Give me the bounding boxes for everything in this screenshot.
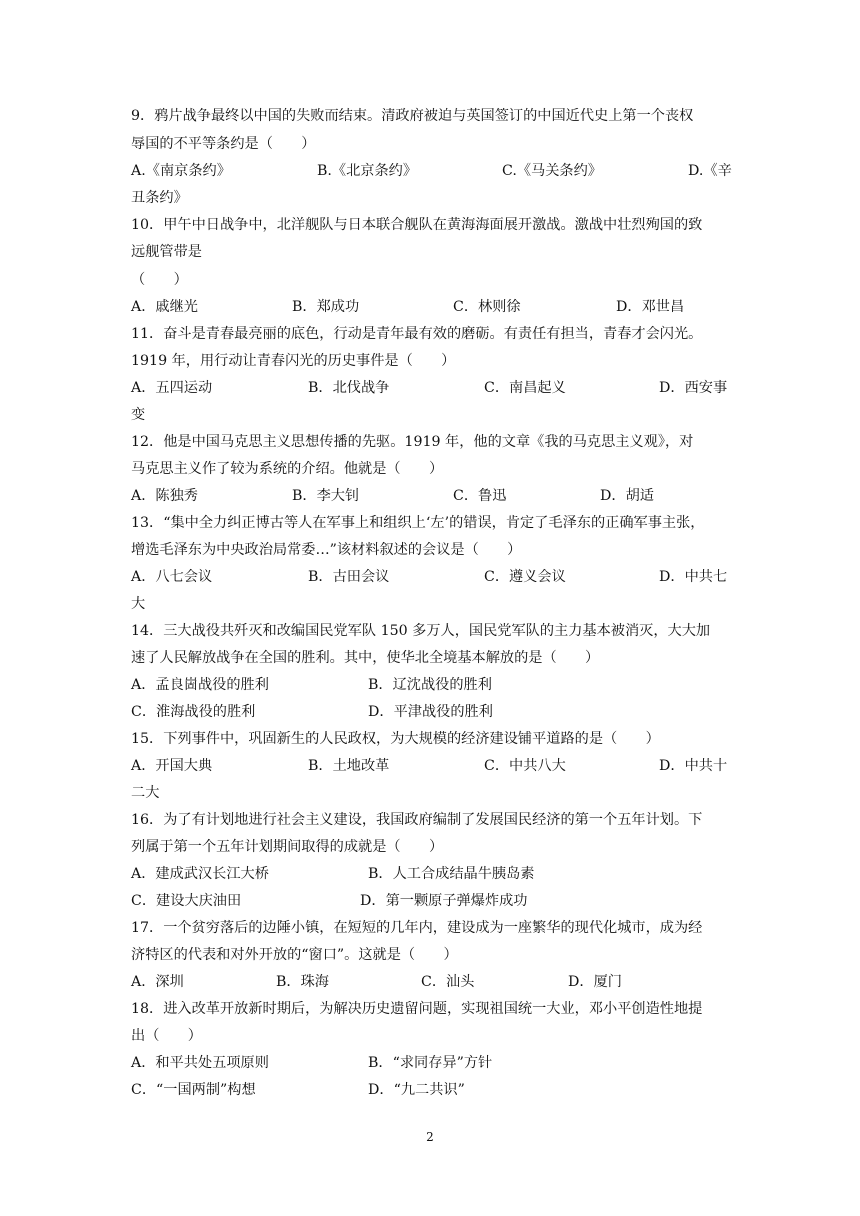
q16-stem-line2: 列属于第一个五年计划期间取得的成就是（ ） <box>131 839 444 855</box>
q12-option-b: B．李大钊 <box>292 488 360 504</box>
q18-stem-line2: 出（ ） <box>131 1028 202 1044</box>
q11-option-d-overflow: 变 <box>131 407 146 423</box>
q11-option-d: D．西安事 <box>659 380 728 396</box>
q11-option-a: A．五四运动 <box>131 380 213 396</box>
q10-option-d: D．邓世昌 <box>616 299 685 315</box>
q14-options-row2 <box>131 702 731 722</box>
q17-option-d: D．厦门 <box>568 974 622 990</box>
q14-option-b: B．辽沈战役的胜利 <box>368 677 492 693</box>
q16-option-c: C．建设大庆油田 <box>131 893 242 909</box>
q10-option-b: B．郑成功 <box>292 299 360 315</box>
q14-option-d: D．平津战役的胜利 <box>368 704 493 720</box>
q12-option-a: A．陈独秀 <box>131 488 198 504</box>
q13-stem-line1: 13．“集中全力纠正博古等人在军事上和组织上‘左’的错误，肯定了毛泽东的正确军事主张， <box>131 515 705 531</box>
q17-stem-line2: 济特区的代表和对外开放的“窗口”。这就是（ ） <box>131 947 458 963</box>
q16-option-b: B．人工合成结晶牛胰岛素 <box>368 866 535 882</box>
q17-option-c: C．汕头 <box>421 974 475 990</box>
q13-option-b: B．古田会议 <box>308 569 390 585</box>
q11-option-b: B．北伐战争 <box>308 380 390 396</box>
q10-stem-line2: 远舰管带是 <box>131 244 202 260</box>
q13-stem-line2: 增选毛泽东为中央政治局常委…”该材料叙述的会议是（ ） <box>131 542 522 558</box>
q14-options-row1 <box>131 675 731 695</box>
q15-option-c: C．中共八大 <box>484 758 566 774</box>
q13-options <box>131 567 731 587</box>
q16-options-row1 <box>131 864 731 884</box>
q11-stem-line2: 1919 年，用行动让青春闪光的历史事件是（ ） <box>131 353 456 369</box>
q10-stem-line3: （ ） <box>131 272 188 288</box>
page-number: 2 <box>426 1130 434 1144</box>
q13-option-a: A．八七会议 <box>131 569 213 585</box>
q16-stem-line1: 16．为了有计划地进行社会主义建设，我国政府编制了发展国民经济的第一个五年计划。下 <box>131 812 703 828</box>
q11-options <box>131 378 731 398</box>
q15-option-a: A．开国大典 <box>131 758 213 774</box>
q16-option-a: A．建成武汉长江大桥 <box>131 866 269 882</box>
q9-option-d-overflow: 丑条约》 <box>131 190 188 206</box>
q18-option-a: A．和平共处五项原则 <box>131 1055 269 1071</box>
q18-options-row2 <box>131 1080 731 1100</box>
q17-options <box>131 972 731 992</box>
q10-stem-line1: 10．甲午中日战争中，北洋舰队与日本联合舰队在黄海海面展开激战。激战中壮烈殉国的致 <box>131 217 703 233</box>
q18-option-c: C．“一国两制”构想 <box>131 1082 256 1098</box>
q18-stem-line1: 18．进入改革开放新时期后，为解决历史遗留问题，实现祖国统一大业，邓小平创造性地提 <box>131 1001 703 1017</box>
q12-stem-line1: 12．他是中国马克思主义思想传播的先驱。1919 年，他的文章《我的马克思主义观》，对 <box>131 434 694 450</box>
q15-stem-line1: 15．下列事件中，巩固新生的人民政权，为大规模的经济建设铺平道路的是（ ） <box>131 731 660 747</box>
q9-option-d: D.《辛 <box>688 163 732 179</box>
q12-option-c: C．鲁迅 <box>453 488 507 504</box>
q11-option-c: C．南昌起义 <box>484 380 566 396</box>
q9-option-a: A.《南京条约》 <box>131 163 231 179</box>
q12-options <box>131 486 731 506</box>
q13-option-d-overflow: 大 <box>131 596 146 612</box>
q14-option-c: C．淮海战役的胜利 <box>131 704 256 720</box>
q15-option-d-overflow: 二大 <box>131 785 160 801</box>
q14-stem-line1: 14．三大战役共歼灭和改编国民党军队 150 多万人，国民党军队的主力基本被消灭，大大加 <box>131 623 711 639</box>
q15-options <box>131 756 731 776</box>
q17-stem-line1: 17．一个贫穷落后的边陲小镇，在短短的几年内，建设成为一座繁华的现代化城市，成为经 <box>131 920 703 936</box>
q16-options-row2 <box>131 891 731 911</box>
q17-option-a: A．深圳 <box>131 974 184 990</box>
q15-option-b: B．土地改革 <box>308 758 390 774</box>
q14-stem-line2: 速了人民解放战争在全国的胜利。其中，使华北全境基本解放的是（ ） <box>131 650 600 666</box>
q13-option-c: C．遵义会议 <box>484 569 566 585</box>
q14-option-a: A．孟良崮战役的胜利 <box>131 677 269 693</box>
q12-stem-line2: 马克思主义作了较为系统的介绍。他就是（ ） <box>131 461 444 477</box>
q16-option-d: D．第一颗原子弹爆炸成功 <box>360 893 528 909</box>
q10-options <box>131 297 731 317</box>
q10-option-c: C．林则徐 <box>453 299 521 315</box>
q13-option-d: D．中共七 <box>659 569 728 585</box>
q10-option-a: A．戚继光 <box>131 299 198 315</box>
q12-option-d: D．胡适 <box>600 488 654 504</box>
q11-stem-line1: 11．奋斗是青春最亮丽的底色，行动是青年最有效的磨砺。有责任有担当，青春才会闪光。 <box>131 326 703 342</box>
q9-option-b: B.《北京条约》 <box>317 163 418 179</box>
q17-option-b: B．珠海 <box>276 974 329 990</box>
q9-stem-line2: 辱国的不平等条约是（ ） <box>131 136 316 152</box>
q15-option-d: D．中共十 <box>659 758 728 774</box>
q9-options <box>131 161 731 181</box>
q18-option-b: B．“求同存异”方针 <box>368 1055 493 1071</box>
q9-option-c: C.《马关条约》 <box>502 163 602 179</box>
q9-stem-line1: 9．鸦片战争最终以中国的失败而结束。清政府被迫与英国签订的中国近代史上第一个丧权 <box>131 108 694 124</box>
q18-option-d: D．“九二共识” <box>368 1082 465 1098</box>
q18-options-row1 <box>131 1053 731 1073</box>
